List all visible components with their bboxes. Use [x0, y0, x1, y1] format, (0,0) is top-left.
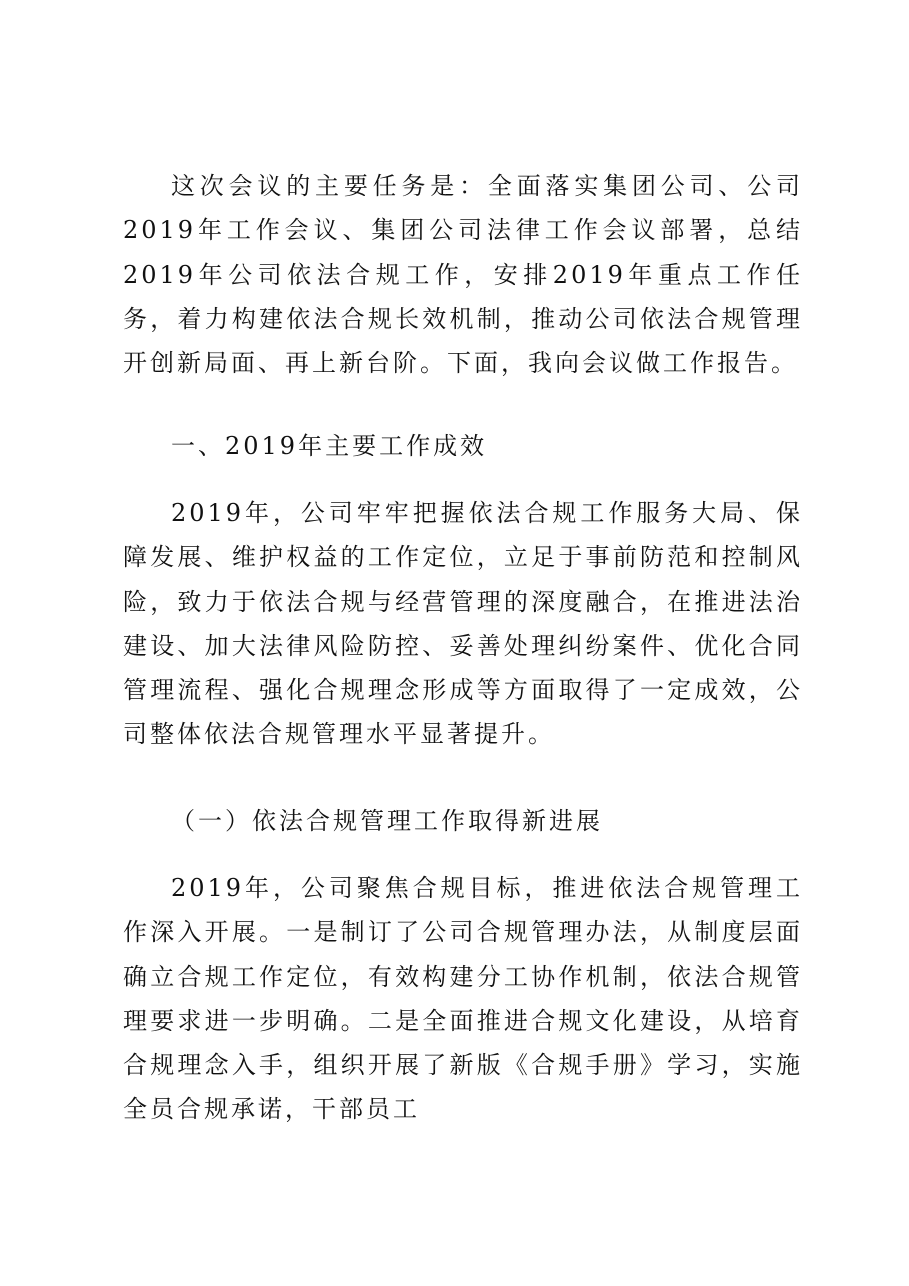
- paragraph-compliance-progress: 2019年，公司聚焦合规目标，推进依法合规管理工作深入开展。一是制订了公司合规管理办法，从制度层面确立合规工作定位，有效构建分工协作机制，依法合规管理要求进一步明确。二是全面推进合规文化建设，从培育合规理念入手，组织开展了新版《合规手册》学习，实施全员合规承诺，干部员工: [123, 874, 803, 1124]
- paragraph-achievements-summary: 2019年，公司牢牢把握依法合规工作服务大局、保障发展、维护权益的工作定位，立足于事前防范和控制风险，致力于依法合规与经营管理的深度融合，在推进法治建设、加大法律风险防控、妥善处理纠纷案件、优化合同管理流程、强化合规理念形成等方面取得了一定成效，公司整体依法合规管理水平显著提升。: [123, 499, 803, 749]
- subsection-heading-compliance-progress: （一）依法合规管理工作取得新进展: [171, 807, 603, 835]
- paragraph-intro: 这次会议的主要任务是：全面落实集团公司、公司2019年工作会议、集团公司法律工作会议部署，总结2019年公司依法合规工作，安排2019年重点工作任务，着力构建依法合规长效机制，推动公司依法合规管理开创新局面、再上新台阶。下面，我向会议做工作报告。: [123, 172, 803, 378]
- section-heading-main-achievements: 一、2019年主要工作成效: [171, 432, 488, 460]
